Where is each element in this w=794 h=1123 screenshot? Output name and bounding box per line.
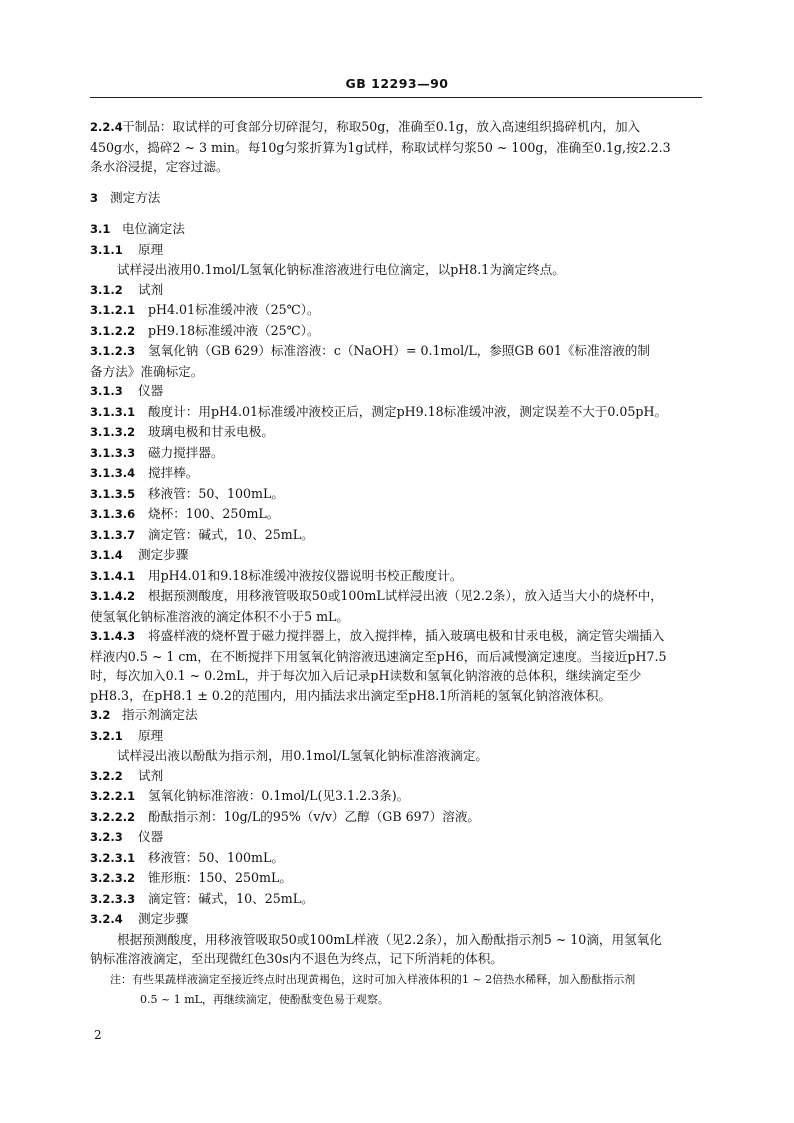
heading: 3 测定方法 bbox=[90, 189, 161, 205]
heading: 3.1.3 仪器 bbox=[90, 383, 164, 398]
list-item: 3.2.3.3 滴定管：碱式，10、25mL。 bbox=[90, 890, 314, 906]
note-cont: 0.5 ~ 1 mL，再继续滴定，使酚酞变色易于观察。 bbox=[140, 992, 389, 1006]
list-item: 3.1.3.4 搅拌棒。 bbox=[90, 465, 199, 480]
list-item: 3.1.3.7 滴定管：碱式，10、25mL。 bbox=[90, 526, 314, 542]
list-item: 3.1.4.3 将盛样液的烧杯置于磁力搅拌器上，放入搅拌棒，插入玻璃电极和甘汞电极，滴定管尖端插入 bbox=[90, 628, 665, 643]
header-rule bbox=[90, 97, 702, 98]
list-item: 3.1.2.1 pH4.01标准缓冲液（25℃）。 bbox=[90, 302, 320, 317]
paragraph-cont: 备方法》准确标定。 bbox=[90, 363, 204, 379]
list-item: 3.1.3.3 磁力搅拌器。 bbox=[90, 444, 224, 460]
paragraph-cont: 时，每次加入0.1 ~ 0.2mL，并于每次加入后记录pH读数和氢氧化钠溶液的总体积，继续滴定至少 bbox=[90, 668, 642, 683]
paragraph-cont: pH8.3，在pH8.1 ± 0.2的范围内，用内插法求出滴定至pH8.1所消耗的氢氧化钠溶液体积。 bbox=[90, 687, 612, 703]
list-item: 3.2.2.2 酚酞指示剂：10g/L的95%（v/v）乙醇（GB 697）溶液。 bbox=[90, 808, 481, 824]
list-item: 3.1.2.3 氢氧化钠（GB 629）标准溶液：c（NaOH）= 0.1mol/L，参照GB 601《标准溶液的制 bbox=[90, 343, 650, 358]
paragraph: 试样浸出液用0.1mol/L氢氧化钠标准溶液进行电位滴定，以pH8.1为滴定终点。 bbox=[117, 262, 565, 277]
heading: 3.2.1 原理 bbox=[90, 727, 164, 743]
heading: 3.1.4 测定步骤 bbox=[90, 547, 189, 562]
paragraph-cont: 使氢氧化钠标准溶液的滴定体积不小于5 mL。 bbox=[90, 608, 350, 624]
heading: 3.2 指示剂滴定法 bbox=[90, 707, 198, 722]
heading: 3.2.4 测定步骤 bbox=[90, 911, 189, 926]
heading: 3.2.3 仪器 bbox=[90, 829, 164, 844]
list-item: 3.1.2.2 pH9.18标准缓冲液（25℃）。 bbox=[90, 322, 320, 338]
list-item: 3.2.2.1 氢氧化钠标准溶液：0.1mol/L(见3.1.2.3条)。 bbox=[90, 788, 410, 803]
paragraph-cont: 450g水，捣碎2 ~ 3 min。每10g匀浆折算为1g试样，称取试样匀浆50 ~ 100g，准确至0.1g,按2.2.3 bbox=[90, 139, 671, 155]
heading: 3.1.1 原理 bbox=[90, 241, 164, 257]
list-item: 3.1.3.6 烧杯：100、250mL。 bbox=[90, 506, 280, 521]
list-item: 3.2.3.2 锥形瓶：150、250mL。 bbox=[90, 870, 292, 885]
page-header: GB 12293—90 bbox=[345, 76, 449, 91]
document-body bbox=[90, 117, 710, 1009]
heading: 3.1.2 试剂 bbox=[90, 281, 164, 297]
list-item: 3.1.3.2 玻璃电极和甘汞电极。 bbox=[90, 424, 274, 439]
page-number: 2 bbox=[94, 1028, 102, 1042]
paragraph: 2.2.4干制品：取试样的可食部分切碎混匀，称取50g，准确至0.1g，放入高速组织捣碎机内，加入 bbox=[90, 117, 710, 138]
list-item: 3.2.3.1 移液管：50、100mL。 bbox=[90, 849, 284, 865]
list-item: 3.1.4.1 用pH4.01和9.18标准缓冲液按仪器说明书校正酸度计。 bbox=[90, 567, 463, 583]
paragraph-cont: 条水浴浸提，定容过滤。 bbox=[90, 159, 229, 174]
note: 注：有些果蔬样液滴定至接近终点时出现黄褐色，这时可加入样液体积的1 ~ 2倍热水稀释，加入酚酞指示剂 bbox=[110, 972, 636, 986]
list-item: 3.1.4.2 根据预测酸度，用移液管吸取50或100mL试样浸出液（见2.2条），放入适当大小的烧杯中， bbox=[90, 588, 663, 603]
paragraph: 试样浸出液以酚酞为指示剂，用0.1mol/L氢氧化钠标准溶液滴定。 bbox=[117, 748, 489, 763]
paragraph: 根据预测酸度，用移液管吸取50或100mL样液（见2.2条），加入酚酞指示剂5 ~ 10滴，用氢氧化 bbox=[117, 931, 662, 947]
heading: 3.1 电位滴定法 bbox=[90, 221, 185, 236]
list-item: 3.1.3.1 酸度计：用pH4.01标准缓冲液校正后，测定pH9.18标准缓冲液，测定误差不大于0.05pH。 bbox=[90, 403, 668, 419]
section-number: 2.2.4 bbox=[90, 120, 123, 134]
paragraph-cont: 样液内0.5 ~ 1 cm，在不断搅拌下用氢氧化钠溶液迅速滴定至pH6，而后减慢滴定速度。当接近pH7.5 bbox=[90, 648, 667, 664]
list-item: 3.1.3.5 移液管：50、100mL。 bbox=[90, 485, 284, 501]
paragraph-cont: 钠标准溶液滴定，至出现微红色30s内不退色为终点，记下所消耗的体积。 bbox=[90, 951, 503, 966]
heading: 3.2.2 试剂 bbox=[90, 767, 164, 783]
